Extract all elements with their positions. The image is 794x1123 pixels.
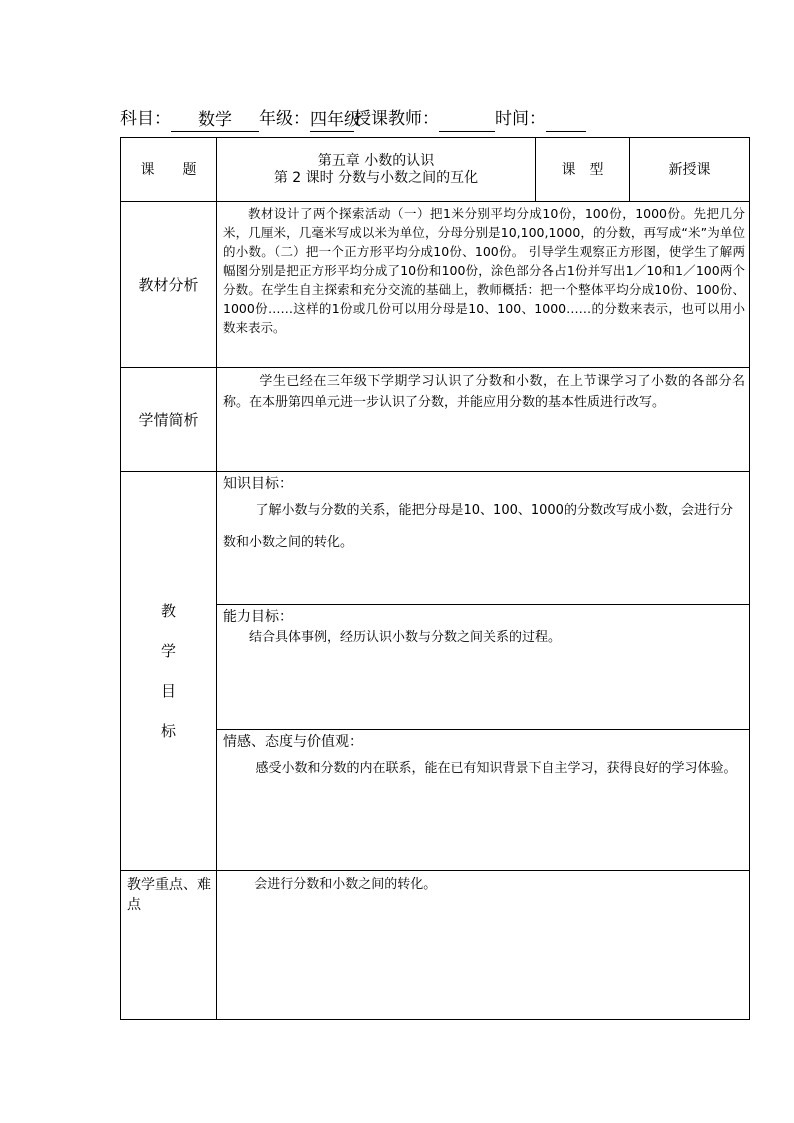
lesson-plan-header — [120, 106, 720, 132]
key-points-label-text: 教学重点、难点 — [127, 877, 211, 913]
type-label-text: 课 型 — [561, 161, 604, 178]
subject-value: 数学 — [171, 109, 259, 132]
goals-char-2: 学 — [160, 642, 176, 660]
grade-label: 年级： — [259, 109, 310, 129]
textbook-analysis-text: 教材设计了两个探索活动（一）把1米分别平均分成10份，100份，1000份。先把几分米，几厘米，几毫米写成以米为单位，分母分别是10,100,1000，的分数，再写成“米”为单位的小数。（二）把一个正方形平均分成10份、100份。 引导学生观察正方形图，使学生了解两幅图分别是把正方形平均分成了10份和100份，涂色部分各占1份并写出1／10和1／100两个分数。在学生自主探索和充分交流的基础上，教师概括：把一个整体平均分成10份、100份、1000份……这样的1份或几份可以用分母是10、100、1000……的分数来表示，也可以用小数来表示。 — [223, 206, 745, 335]
lesson-subtitle: 第 2 课时 分数与小数之间的互化 — [273, 170, 479, 186]
grade-value: 四年级 — [310, 110, 361, 130]
textbook-analysis-label-text: 教材分析 — [138, 275, 199, 294]
student-analysis-label-text: 学情简析 — [138, 410, 199, 429]
student-analysis-text: 学生已经在三年级下学期学习认识了分数和小数，在上节课学习了小数的各部分名称。在本册第四单元进一步认识了分数，并能应用分数的基本性质进行改写。 — [223, 374, 745, 410]
column-divider — [216, 138, 217, 1019]
emotion-goals-text: 感受小数和分数的内在联系，能在已有知识背景下自主学习，获得良好的学习体验。 — [255, 761, 737, 776]
ability-goals-heading: 能力目标： — [223, 609, 293, 625]
lesson-title — [217, 144, 535, 196]
knowledge-goals-heading: 知识目标： — [223, 476, 293, 492]
time-value — [546, 109, 586, 132]
student-analysis-label — [121, 368, 216, 471]
emotion-goals-heading: 情感、态度与价值观： — [223, 734, 363, 750]
knowledge-goals — [223, 475, 745, 603]
teacher-label: 授课教师： — [354, 109, 439, 129]
knowledge-goals-text: 了解小数与分数的关系，能把分母是10、100、1000的分数改写成小数，会进行分数和小数之间的转化。 — [223, 503, 733, 550]
goals-char-4: 标 — [160, 722, 176, 740]
type-value — [630, 138, 749, 201]
lesson-plan-table — [120, 137, 750, 1020]
goals-char-1: 教 — [160, 602, 176, 620]
ability-goals — [223, 608, 745, 726]
time-label: 时间： — [495, 109, 546, 129]
textbook-analysis-label — [121, 202, 216, 367]
emotion-goals — [223, 733, 745, 867]
topic-label-text: 课 题 — [140, 161, 197, 178]
chapter-title: 第五章 小数的认识 — [317, 153, 435, 169]
teacher-value — [439, 109, 495, 132]
row-divider — [217, 604, 749, 605]
type-value-text: 新授课 — [668, 161, 711, 178]
key-points-label — [127, 875, 211, 925]
topic-label — [121, 138, 216, 201]
key-points-text-span: 会进行分数和小数之间的转化。 — [254, 877, 437, 892]
ability-goals-text: 结合具体事例，经历认识小数与分数之间关系的过程。 — [249, 630, 562, 645]
row-divider — [217, 729, 749, 730]
goals-char-3: 目 — [160, 682, 176, 700]
type-label — [536, 138, 629, 201]
subject-label: 科目： — [120, 109, 171, 129]
key-points-text — [223, 875, 745, 905]
teaching-goals-label — [121, 472, 216, 870]
